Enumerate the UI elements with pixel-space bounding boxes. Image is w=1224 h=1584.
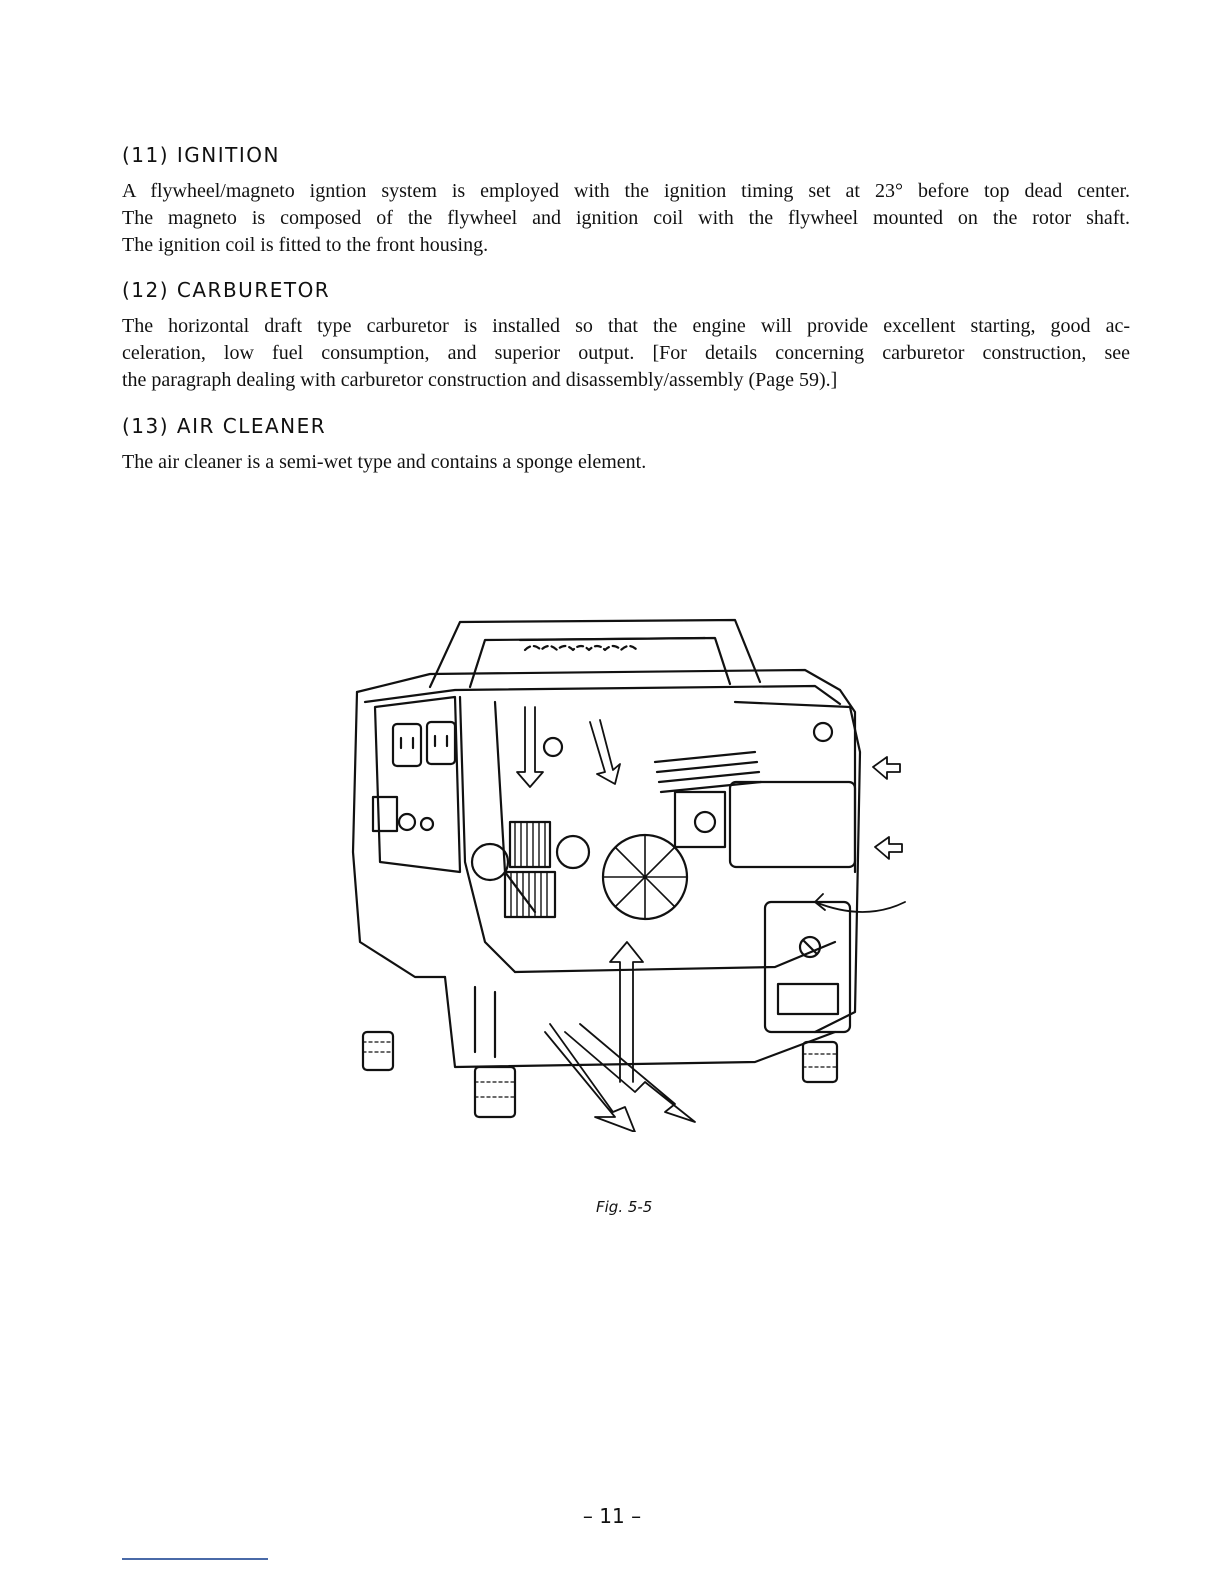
text-line: celeration, low fuel consumption, and superior output. [For details concerning carburetor construction, see: [122, 342, 1130, 364]
side-vent-upper: [730, 782, 855, 867]
base-inner: [515, 942, 835, 972]
outlet-right: [427, 722, 455, 764]
carburetor-block: [675, 792, 725, 847]
handle-grip-wave: [525, 646, 637, 650]
control-knob: [399, 814, 415, 830]
stator-coil-upper: [510, 822, 550, 867]
panel-label: [778, 984, 838, 1014]
rotor-left: [472, 844, 508, 880]
cutaway-edge: [460, 697, 515, 972]
text-line: A flywheel/magneto igntion system is employed with the ignition timing set at 23° before top dead center.: [122, 180, 1130, 202]
foot-rear-right: [803, 1042, 837, 1082]
text-line: The air cleaner is a semi-wet type and contains a sponge element.: [122, 451, 647, 473]
screw-top-left: [544, 738, 562, 756]
figure-caption: Fig. 5-5: [596, 1198, 653, 1216]
section-heading-ignition: (11) IGNITION: [122, 143, 280, 167]
cylinder-fins: [655, 752, 761, 792]
rotor-right: [557, 836, 589, 868]
handle-outline: [430, 620, 760, 687]
section-heading-air-cleaner: (13) AIR CLEANER: [122, 414, 327, 438]
paragraph-ignition: [122, 178, 1130, 259]
airflow-arrow-up: [610, 942, 643, 1082]
foot-front-right: [475, 1067, 515, 1117]
base-frame: [445, 977, 835, 1067]
generator-cutaway-illustration: [335, 612, 915, 1132]
footer-rule: [122, 1558, 268, 1560]
airflow-arrow-exhaust-1: [545, 1024, 635, 1132]
foot-front-left: [363, 1032, 393, 1070]
airflow-arrow-intake-mid: [875, 837, 902, 859]
text-line: The ignition coil is fitted to the front housing.: [122, 234, 489, 256]
paragraph-air-cleaner: [122, 449, 1130, 476]
page-number: – 11 –: [582, 1504, 642, 1528]
top-shell-inner: [365, 686, 840, 704]
airflow-arrow-intake-top: [873, 757, 900, 779]
handle-inner: [470, 638, 730, 687]
outlet-left: [393, 724, 421, 766]
text-line: The magneto is composed of the flywheel and ignition coil with the flywheel mounted on the rotor shaft.: [122, 207, 1130, 229]
handle-grip-top: [520, 638, 705, 640]
front-panel-outline: [353, 692, 445, 977]
text-line: The horizontal draft type carburetor is installed so that the engine will provide excellent starting, good ac-: [122, 315, 1130, 337]
text-line: the paragraph dealing with carburetor construction and disassembly/assembly (Page 59).]: [122, 369, 838, 391]
screw-top-right: [814, 723, 832, 741]
paragraph-carburetor: [122, 313, 1130, 394]
airflow-arrow-down-2: [590, 720, 620, 784]
switch-panel: [373, 797, 397, 831]
section-heading-carburetor: (12) CARBURETOR: [122, 278, 331, 302]
airflow-arrow-down-1: [517, 707, 543, 787]
